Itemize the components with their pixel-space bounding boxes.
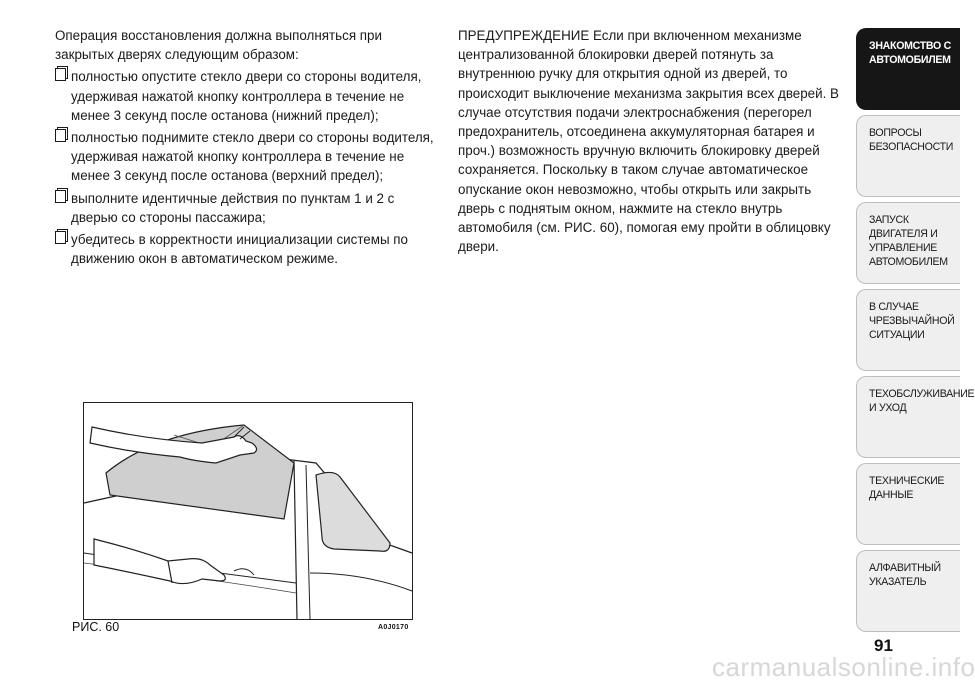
checkbox-bullet-icon — [55, 129, 66, 142]
checkbox-bullet-icon — [55, 190, 66, 203]
chapter-tabs — [856, 28, 975, 637]
steps-list — [55, 67, 440, 268]
tab-maintenance[interactable]: ТЕХОБСЛУЖИВАНИЕ И УХОД — [856, 376, 960, 458]
checkbox-bullet-icon — [55, 68, 66, 81]
tab-emergency[interactable]: В СЛУЧАЕ ЧРЕЗВЫЧАЙНОЙ СИТУАЦИИ — [856, 289, 960, 371]
list-item: полностью поднимите стекло двери со стороны водителя, удерживая нажатой кнопку контроллера в течение не менее 3 секунд после останова (верхний предел); — [55, 128, 440, 186]
checkbox-bullet-icon — [55, 231, 66, 244]
watermark: carmanualsonline.info — [712, 652, 975, 682]
warning-paragraph: ПРЕДУПРЕЖДЕНИЕ Если при включенном механизме централизованной блокировки дверей потянуть за внутреннюю ручку для открытия одной из дверей, то происходит выключение механизма закрытия всех дверей. В случае отсутствия подачи электроснабжения (перегорел предохранитель, отсоединена аккумуляторная батарея и проч.) возможность вручную включить блокировку дверей сохраняется. Поскольку в таком случае автоматическое опускание окон невозможно, чтобы открыть или закрыть дверь с поднятым окном, нажмите на стекло внутрь автомобиля (см. РИС. 60), помогая ему пройти в облицовку двери. — [458, 28, 839, 255]
left-column — [55, 26, 440, 271]
page-number: 91 — [874, 636, 893, 655]
figure-caption: РИС. 60 — [72, 620, 120, 634]
list-item: выполните идентичные действия по пунктам 1 и 2 с дверью со стороны пассажира; — [55, 189, 440, 227]
tab-getting-to-know-car[interactable]: ЗНАКОМСТВО С АВТОМОБИЛЕМ — [856, 28, 960, 110]
tab-safety[interactable]: ВОПРОСЫ БЕЗОПАСНОСТИ — [856, 115, 960, 197]
right-column — [458, 26, 843, 256]
tab-technical-data[interactable]: ТЕХНИЧЕСКИЕ ДАННЫЕ — [856, 463, 960, 545]
figure-code: A0J0170 — [378, 624, 409, 631]
list-item: полностью опустите стекло двери со стороны водителя, удерживая нажатой кнопку контроллера в течение не менее 3 секунд после останова (нижний предел); — [55, 67, 440, 125]
figure-60 — [83, 402, 413, 620]
list-item: убедитесь в корректности инициализации системы по движению окон в автоматическом режиме. — [55, 230, 440, 268]
tab-index[interactable]: АЛФАВИТНЫЙ УКАЗАТЕЛЬ — [856, 550, 960, 632]
door-window-illustration — [84, 403, 412, 619]
intro-paragraph: Операция восстановления должна выполняться при закрытых дверях следующим образом: — [55, 28, 382, 63]
tab-starting-and-driving[interactable]: ЗАПУСК ДВИГАТЕЛЯ И УПРАВЛЕНИЕ АВТОМОБИЛЕМ — [856, 202, 960, 284]
